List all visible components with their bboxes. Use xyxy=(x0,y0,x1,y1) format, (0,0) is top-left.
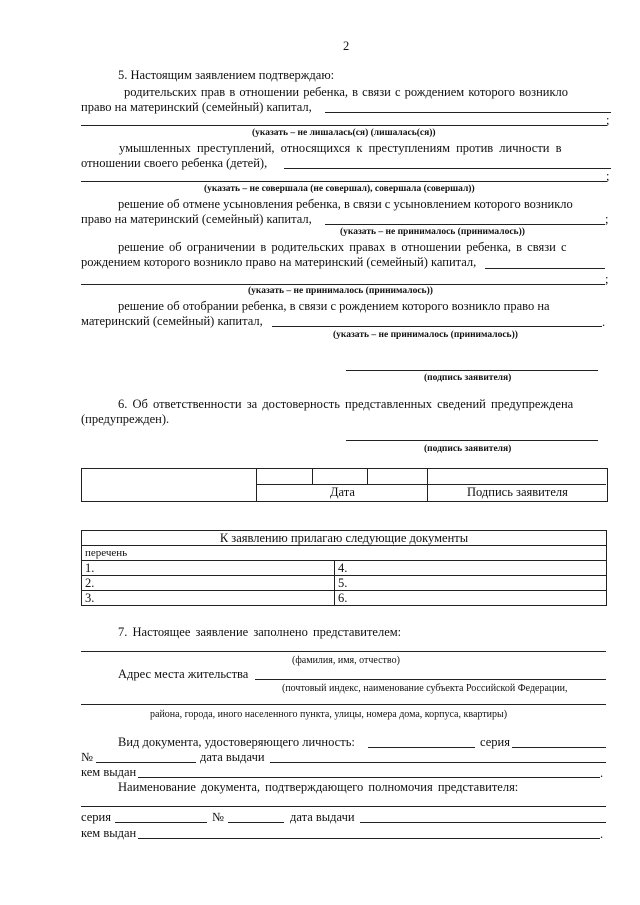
series-label: серия xyxy=(81,810,111,824)
issue-date-label: дата выдачи xyxy=(200,750,265,764)
field-hint: (указать – не совершала (не совершал), совершала (совершал)) xyxy=(204,184,475,194)
section5-p5-line2: материнский (семейный) капитал, xyxy=(81,314,263,328)
series-label: серия xyxy=(480,735,510,749)
period: . xyxy=(600,827,604,841)
semicolon: ; xyxy=(606,169,610,183)
signature-line[interactable] xyxy=(346,370,598,371)
issue-date-input[interactable] xyxy=(360,822,606,823)
number-label: № xyxy=(212,810,224,824)
input-line[interactable] xyxy=(325,112,611,113)
field-hint: (указать – не принималось (принималось)) xyxy=(333,330,518,340)
section5-p5-line1: решение об отобрании ребенка, в связи с рождением которого возникло право на xyxy=(118,299,550,313)
authority-document-input[interactable] xyxy=(81,806,606,807)
section5-p2-line2: отношении своего ребенка (детей), xyxy=(81,156,268,170)
table-row xyxy=(82,576,607,591)
section5-heading: 5. Настоящим заявлением подтверждаю: xyxy=(118,68,335,82)
fio-input[interactable] xyxy=(81,651,606,652)
table-row xyxy=(82,591,607,606)
field-hint: (указать – не лишалась(ся) (лишалась(ся)) xyxy=(252,128,436,138)
issue-date-label: дата выдачи xyxy=(290,810,355,824)
address-input[interactable] xyxy=(255,679,606,680)
field-hint: (указать – не принималось (принималось)) xyxy=(340,227,525,237)
section5-p3-line2: право на материнский (семейный) капитал, xyxy=(81,212,312,226)
date-cell[interactable] xyxy=(312,468,313,484)
issued-by-input[interactable] xyxy=(138,777,600,778)
section6-line2: (предупрежден). xyxy=(81,412,170,426)
input-line[interactable] xyxy=(272,326,602,327)
signature-cell[interactable] xyxy=(427,468,428,501)
semicolon: ; xyxy=(605,212,609,226)
table-row xyxy=(82,561,607,576)
signature-hint: (подпись заявителя) xyxy=(424,444,512,454)
series-input[interactable] xyxy=(512,747,606,748)
id-document-input[interactable] xyxy=(368,747,475,748)
address-hint: района, города, иного населенного пункта, улицы, номера дома, корпуса, квартиры) xyxy=(150,709,508,720)
documents-list-label: перечень xyxy=(82,546,607,561)
address-hint: (почтовый индекс, наименование субъекта Российской Федерации, xyxy=(282,683,568,694)
document-cell[interactable]: 5. xyxy=(335,576,607,591)
signature-label: Подпись заявителя xyxy=(467,485,568,499)
input-line[interactable] xyxy=(284,168,611,169)
semicolon: ; xyxy=(606,113,610,127)
documents-table xyxy=(81,530,607,606)
period: . xyxy=(602,315,606,329)
field-hint: (указать – не принималось (принималось)) xyxy=(248,286,433,296)
section5-p4-line1: решение об ограничении в родительских правах в отношении ребенка, в связи с xyxy=(118,240,567,254)
address-label: Адрес места жительства xyxy=(118,667,249,681)
input-line[interactable] xyxy=(325,224,605,225)
issue-date-input[interactable] xyxy=(270,762,606,763)
number-input[interactable] xyxy=(228,822,284,823)
section5-p4-line2: рождением которого возникло право на материнский (семейный) капитал, xyxy=(81,255,477,269)
address-input[interactable] xyxy=(81,704,606,705)
series-input[interactable] xyxy=(115,822,207,823)
input-line[interactable] xyxy=(81,125,607,126)
input-line[interactable] xyxy=(81,181,607,182)
date-cell[interactable] xyxy=(367,468,368,484)
authority-document-label: Наименование документа, подтверждающего полномочия представителя: xyxy=(118,780,519,794)
date-label: Дата xyxy=(330,485,355,499)
id-document-label: Вид документа, удостоверяющего личность: xyxy=(118,735,355,749)
page-number: 2 xyxy=(343,39,350,53)
section5-p3-line1: решение об отмене усыновления ребенка, в связи с усыновлением которого возникло xyxy=(118,197,573,211)
section7-heading: 7. Настоящее заявление заполнено представителем: xyxy=(118,625,402,639)
document-cell[interactable]: 6. xyxy=(335,591,607,606)
semicolon: ; xyxy=(605,272,609,286)
number-input[interactable] xyxy=(96,762,196,763)
fio-hint: (фамилия, имя, отчество) xyxy=(292,655,400,666)
document-cell[interactable]: 4. xyxy=(335,561,607,576)
signature-hint: (подпись заявителя) xyxy=(424,373,512,383)
document-cell[interactable]: 3. xyxy=(82,591,335,606)
input-line[interactable] xyxy=(485,268,605,269)
section5-p1-line2: право на материнский (семейный) капитал, xyxy=(81,100,312,114)
section6-line1: 6. Об ответственности за достоверность представленных сведений предупреждена xyxy=(118,397,574,411)
issued-by-label: кем выдан xyxy=(81,765,137,779)
number-label: № xyxy=(81,750,93,764)
signature-line[interactable] xyxy=(346,440,598,441)
documents-table-title: К заявлению прилагаю следующие документы xyxy=(82,531,607,546)
issued-by-input[interactable] xyxy=(138,838,600,839)
period: . xyxy=(600,766,604,780)
input-line[interactable] xyxy=(81,284,605,285)
issued-by-label: кем выдан xyxy=(81,826,137,840)
document-cell[interactable]: 2. xyxy=(82,576,335,591)
document-cell[interactable]: 1. xyxy=(82,561,335,576)
section5-p1-line1: родительских прав в отношении ребенка, в связи с рождением которого возникло xyxy=(124,85,569,99)
section5-p2-line1: умышленных преступлений, относящихся к преступлениям против личности в xyxy=(119,141,562,155)
